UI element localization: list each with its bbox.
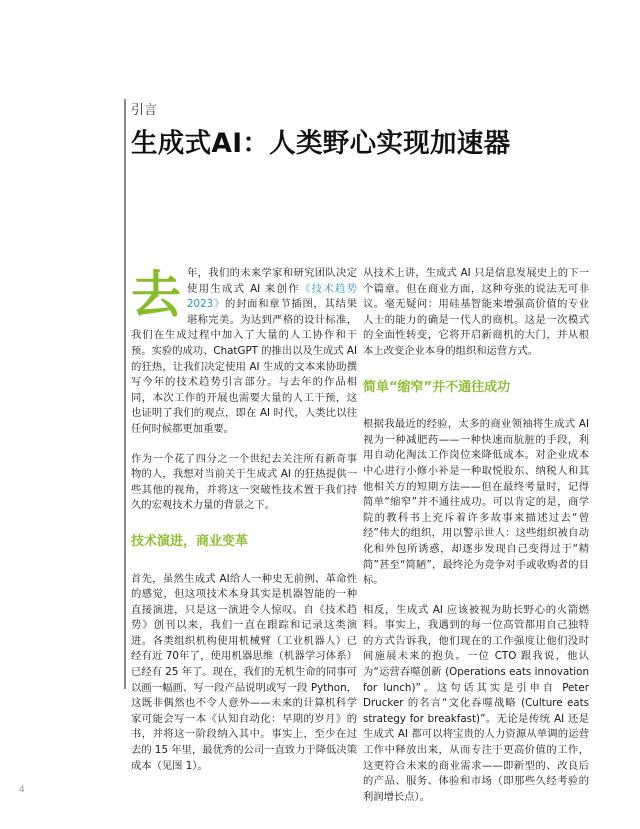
page-number: 4 (19, 785, 25, 795)
drop-cap: 去 (131, 266, 181, 324)
paragraph-text: 年，我们的未来学家和研究团队决定使用生成式 AI 来创作 (187, 267, 357, 295)
left-column (131, 266, 357, 788)
section-heading: 技术演进，商业变革 (131, 533, 249, 549)
margin-rule (124, 99, 126, 689)
section-label: 引言 (131, 103, 158, 118)
paragraph: 首先，虽然生成式 AI给人一种史无前例、革命性的感觉，但这项技术本身其实是机器智能的一种直接演进，只是这一演进令人惊叹。自《技术趋势》创刊以来，我们一直在跟踪和记录这类演进。各类组织机构使用机械臂（工业机器人）已经有近 70年了，使用机器思维（机器学习体系）已经有 25 年了。现在，我们的无机生命的同事可以画一幅画、写一段产品说明或写一段 Python，这既非偶然也不令人意外——未来的计算机科学家可能会写一本《认知自动化：早期的岁月》的书，并将这一阶段纳入其中。事实上，至少在过去的 15 年里，最优秀的公司一直致力于降低决策成本（见图 1）。 (131, 572, 357, 772)
paragraph: 从技术上讲，生成式 AI 只是信息发展史上的下一个篇章。但在商业方面，这种夸张的说法无可非议。毫无疑问：用硅基智能来增强高价值的专业人士的能力的确是一代人的商机。这是一次模式的全面性转变，它将开启新商机的大门，并从根本上改变企业本身的组织和运营方式。 (363, 267, 589, 357)
tech-trends-link[interactable]: 《技术趋势 2023》 (187, 282, 357, 311)
paragraph: 根据我最近的经验，太多的商业领袖将生成式 AI 视为一种减肥药——一种快速而肮脏的手段，利用自动化淘汰工作岗位来降低成本。对企业成本中心进行小修小补是一种取悦股东、纳税人和其他相关方的短期方法——但在最终考量时，记得简单“缩窄”并不通往成功。可以肯定的是，商学院的教科书上充斥着许多故事来描述过去“曾经”伟大的组织，用以警示世人：这些组织被自动化和外包所诱惑，却逐步发现自己变得过于“精简”甚至“简陋”，最终沦为竞争对手或收购者的目标。 (363, 418, 589, 587)
paragraph: 相反，生成式 AI 应该被视为助长野心的火箭燃料。事实上，我遇到的每一位高管都用自己独特的方式告诉我，他们现在的工作强度让他们没时间施展未来的抱负。一位 CTO 跟我说，他认为“运营吞噬创新 (Operations eats innovation for lunch)”。这句话其实是引申自 Peter Drucker 的名言“文化吞噬战略 (Culture eats strategy for breakfast)”。无论是传统 AI 还是生成式 AI 都可以将宝贵的人力资源从单调的运营工作中释放出来，从而专注于更高价值的工作，这更符合未来的商业需求——即新型的、改良后的产品、服务、体验和市场（即那些久经考验的利润增长点）。 (363, 603, 589, 803)
paragraph-text: 的封面和章节插图，其结果堪称完美。为达到严格的设计标准，我们在生成过程中加入了大量的人工协作和干预。实验的成功、ChatGPT 的推出以及生成式 AI 的狂热，让我们决定使用 AI 生成的文本来协助撰写今年的技术趋势引言部分。与去年的作品相同，本次工作的开展也需要大量的人工干预，这也证明了我们的观点，即在 AI 时代，人类比以往任何时候都更加重要。 (131, 298, 357, 435)
section-heading: 简单“缩窄”并不通往成功 (363, 379, 511, 395)
intro-paragraph (131, 266, 357, 438)
right-column (363, 266, 589, 819)
paragraph: 作为一个花了四分之一个世纪去关注所有新奇事物的人，我想对当前关于生成式 AI 的狂热提供一些其他的视角，并将这一突破性技术置于我们持久的宏观技术力量的背景之下。 (131, 452, 357, 512)
page-title: 生成式AI：人类野心实现加速器 (131, 128, 511, 159)
